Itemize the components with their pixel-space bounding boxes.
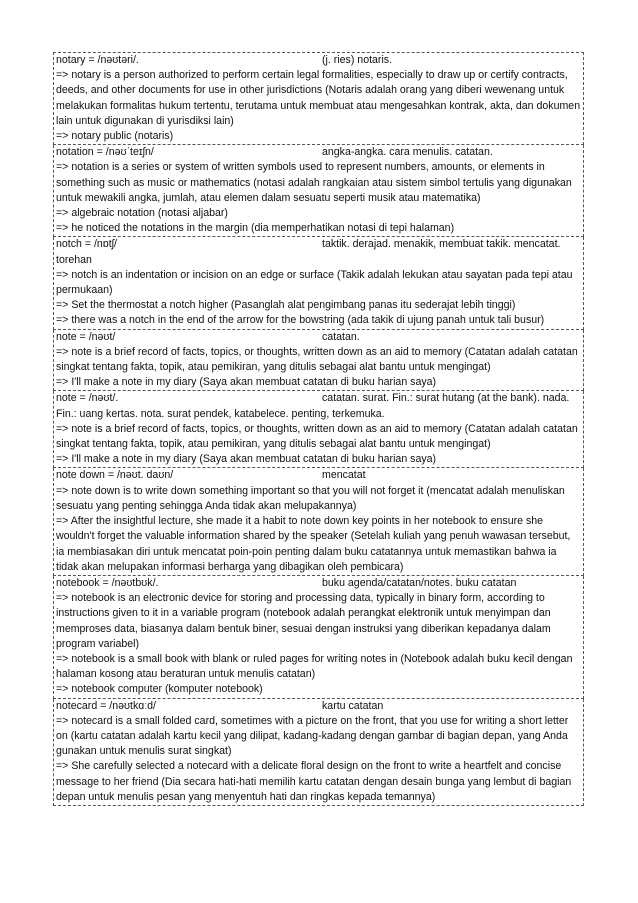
- entry-meaning-continued: Fin.: uang kertas. nota. surat pendek, katabelece. penting, terkemuka.: [56, 407, 385, 420]
- entry-header: [56, 53, 581, 68]
- entry-term: notary = /nəʊtəri/.: [56, 54, 139, 66]
- entry-header: [56, 145, 581, 160]
- entry-line: => notary is a person authorized to perform certain legal formalities, especially to draw up or certify contracts, deeds, and other documents for use in other jurisdictions (Notaris adalah orang yang diberi wewenang untuk melakukan formalitas hukum tertentu, terutama untuk membuat atau mengesahkan kontrak, akta, dan dokumen lain untuk digunakan di yurisdiksi lain): [56, 69, 581, 127]
- entry-line: => there was a notch in the end of the arrow for the bowstring (ada takik di ujung panah untuk tali busur): [56, 314, 545, 327]
- entry-line: => notation is a series or system of written symbols used to represent numbers, amounts, or elements in something such as music or mathematics (notasi adalah rangkaian atau sistem simbol tertulis yang digunakan untuk mewakili angka, jumlah, atau elemen dalam sesuatu seperti musik atau matematika): [56, 161, 572, 204]
- entry-meaning: (j. ries) notaris.: [322, 54, 393, 66]
- entry-meaning: kartu catatan: [322, 699, 384, 712]
- entry-term: notation = /nəʊˈteɪʃn/: [56, 146, 154, 159]
- entry-term: notecard = /nəʊtkɑːd/: [56, 699, 156, 712]
- entry-term: notch = /nɒtʃ/: [56, 238, 117, 251]
- entry-header: [56, 330, 581, 345]
- entry-line: => notebook is an electronic device for storing and processing data, typically in binary form, according to instructions given to it in a variable program (notebook adalah perangkat elektronik untuk menyimpan dan memproses data, biasanya dalam bentuk biner, sesuai dengan instruksi yang diberikan kepadanya dalam program variabel): [56, 592, 551, 650]
- entry-line: => notebook is a small book with blank or ruled pages for writing notes in (Notebook adalah buku kecil dengan halaman kosong atau beraturan untuk menulis catatan): [56, 652, 573, 681]
- entry-notch: [53, 237, 584, 329]
- entry-term: note down = /nəʊt. daʊn/: [56, 469, 174, 482]
- entry-term: note = /nəʊt/: [56, 330, 116, 343]
- entry-line: => note down is to write down something important so that you will not forget it (mencatat adalah menuliskan sesuatu yang penting sehingga Anda tidak akan melupakannya): [56, 484, 565, 512]
- entry-note-down: [53, 468, 584, 575]
- entry-notecard: [53, 699, 584, 806]
- entry-header: [56, 699, 581, 714]
- entry-line: => notebook computer (komputer notebook): [56, 683, 263, 696]
- entry-term: note = /nəʊt/.: [56, 392, 119, 405]
- entry-header: [56, 391, 581, 406]
- entry-meaning: angka-angka. cara menulis. catatan.: [322, 146, 493, 159]
- entry-header: [56, 468, 581, 483]
- entry-line: => I'll make a note in my diary (Saya akan membuat catatan di buku harian saya): [56, 453, 437, 466]
- entry-line: => he noticed the notations in the margin (dia memperhatikan notasi di tepi halaman): [56, 222, 455, 235]
- entry-meaning: catatan. surat. Fin.: surat hutang (at the bank). nada.: [322, 392, 570, 405]
- entry-line: => note is a brief record of facts, topics, or thoughts, written down as an aid to memory (Catatan adalah catatan singkat tentang fakta, topik, atau pemikiran, yang ditulis sebagai alat bantu untuk mengingat): [56, 345, 578, 374]
- entry-line: => notch is an indentation or incision on an edge or surface (Takik adalah lekukan atau sayatan pada tepi atau permukaan): [56, 268, 573, 297]
- entry-note-2: [53, 391, 584, 468]
- entry-line: => algebraic notation (notasi aljabar): [56, 207, 228, 220]
- entry-line: => Set the thermostat a notch higher (Pasanglah alat pengimbang panas itu sederajat lebih tinggi): [56, 299, 516, 312]
- entry-term: notebook = /nəʊtbʊk/.: [56, 576, 159, 589]
- entry-meaning: buku agenda/catatan/notes. buku catatan: [322, 576, 517, 589]
- entry-line: => She carefully selected a notecard with a delicate floral design on the front to write a heartfelt and concise message to her friend (Dia secara hati-hati memilih kartu catatan dengan desain bunga yang lembut di bagian depan untuk menulis pesan yang menyentuh hati dan ringkas kepada temannya): [56, 760, 572, 803]
- entry-notation: [53, 145, 584, 237]
- entry-line: => notecard is a small folded card, sometimes with a picture on the front, that you use for writing a short letter on (kartu catatan adalah kartu kecil yang dilipat, kadang-kadang dengan gambar di bagian depan, yang Anda gunakan untuk menulis surat singkat): [56, 714, 569, 758]
- entry-notary: [53, 52, 584, 145]
- entry-header: [56, 576, 581, 591]
- entry-header: [56, 237, 581, 252]
- entry-line: => notary public (notaris): [56, 130, 174, 143]
- entry-line: => I'll make a note in my diary (Saya akan membuat catatan di buku harian saya): [56, 376, 437, 389]
- entry-line: => After the insightful lecture, she made it a habit to note down key points in her notebook to ensure she wouldn't forget the valuable information shared by the speaker (Setelah kuliah yang penuh wawasan tersebut, ia membiasakan diri untuk mencatat poin-poin penting dalam buku catatannya untuk memastikan bahwa ia tidak akan melupakan informasi berharga yang dibagikan oleh pembicara): [56, 515, 571, 573]
- vocabulary-list: [53, 52, 584, 806]
- entry-note: [53, 330, 584, 392]
- entry-meaning-continued: torehan: [56, 253, 92, 266]
- entry-notebook: [53, 576, 584, 699]
- entry-meaning: taktik. derajad. menakik, membuat takik. mencatat.: [322, 238, 561, 251]
- entry-line: => note is a brief record of facts, topics, or thoughts, written down as an aid to memory (Catatan adalah catatan singkat tentang fakta, topik, atau pemikiran, yang ditulis sebagai alat bantu untuk mengingat): [56, 422, 578, 451]
- entry-meaning: catatan.: [322, 330, 360, 343]
- entry-meaning: mencatat: [322, 469, 366, 482]
